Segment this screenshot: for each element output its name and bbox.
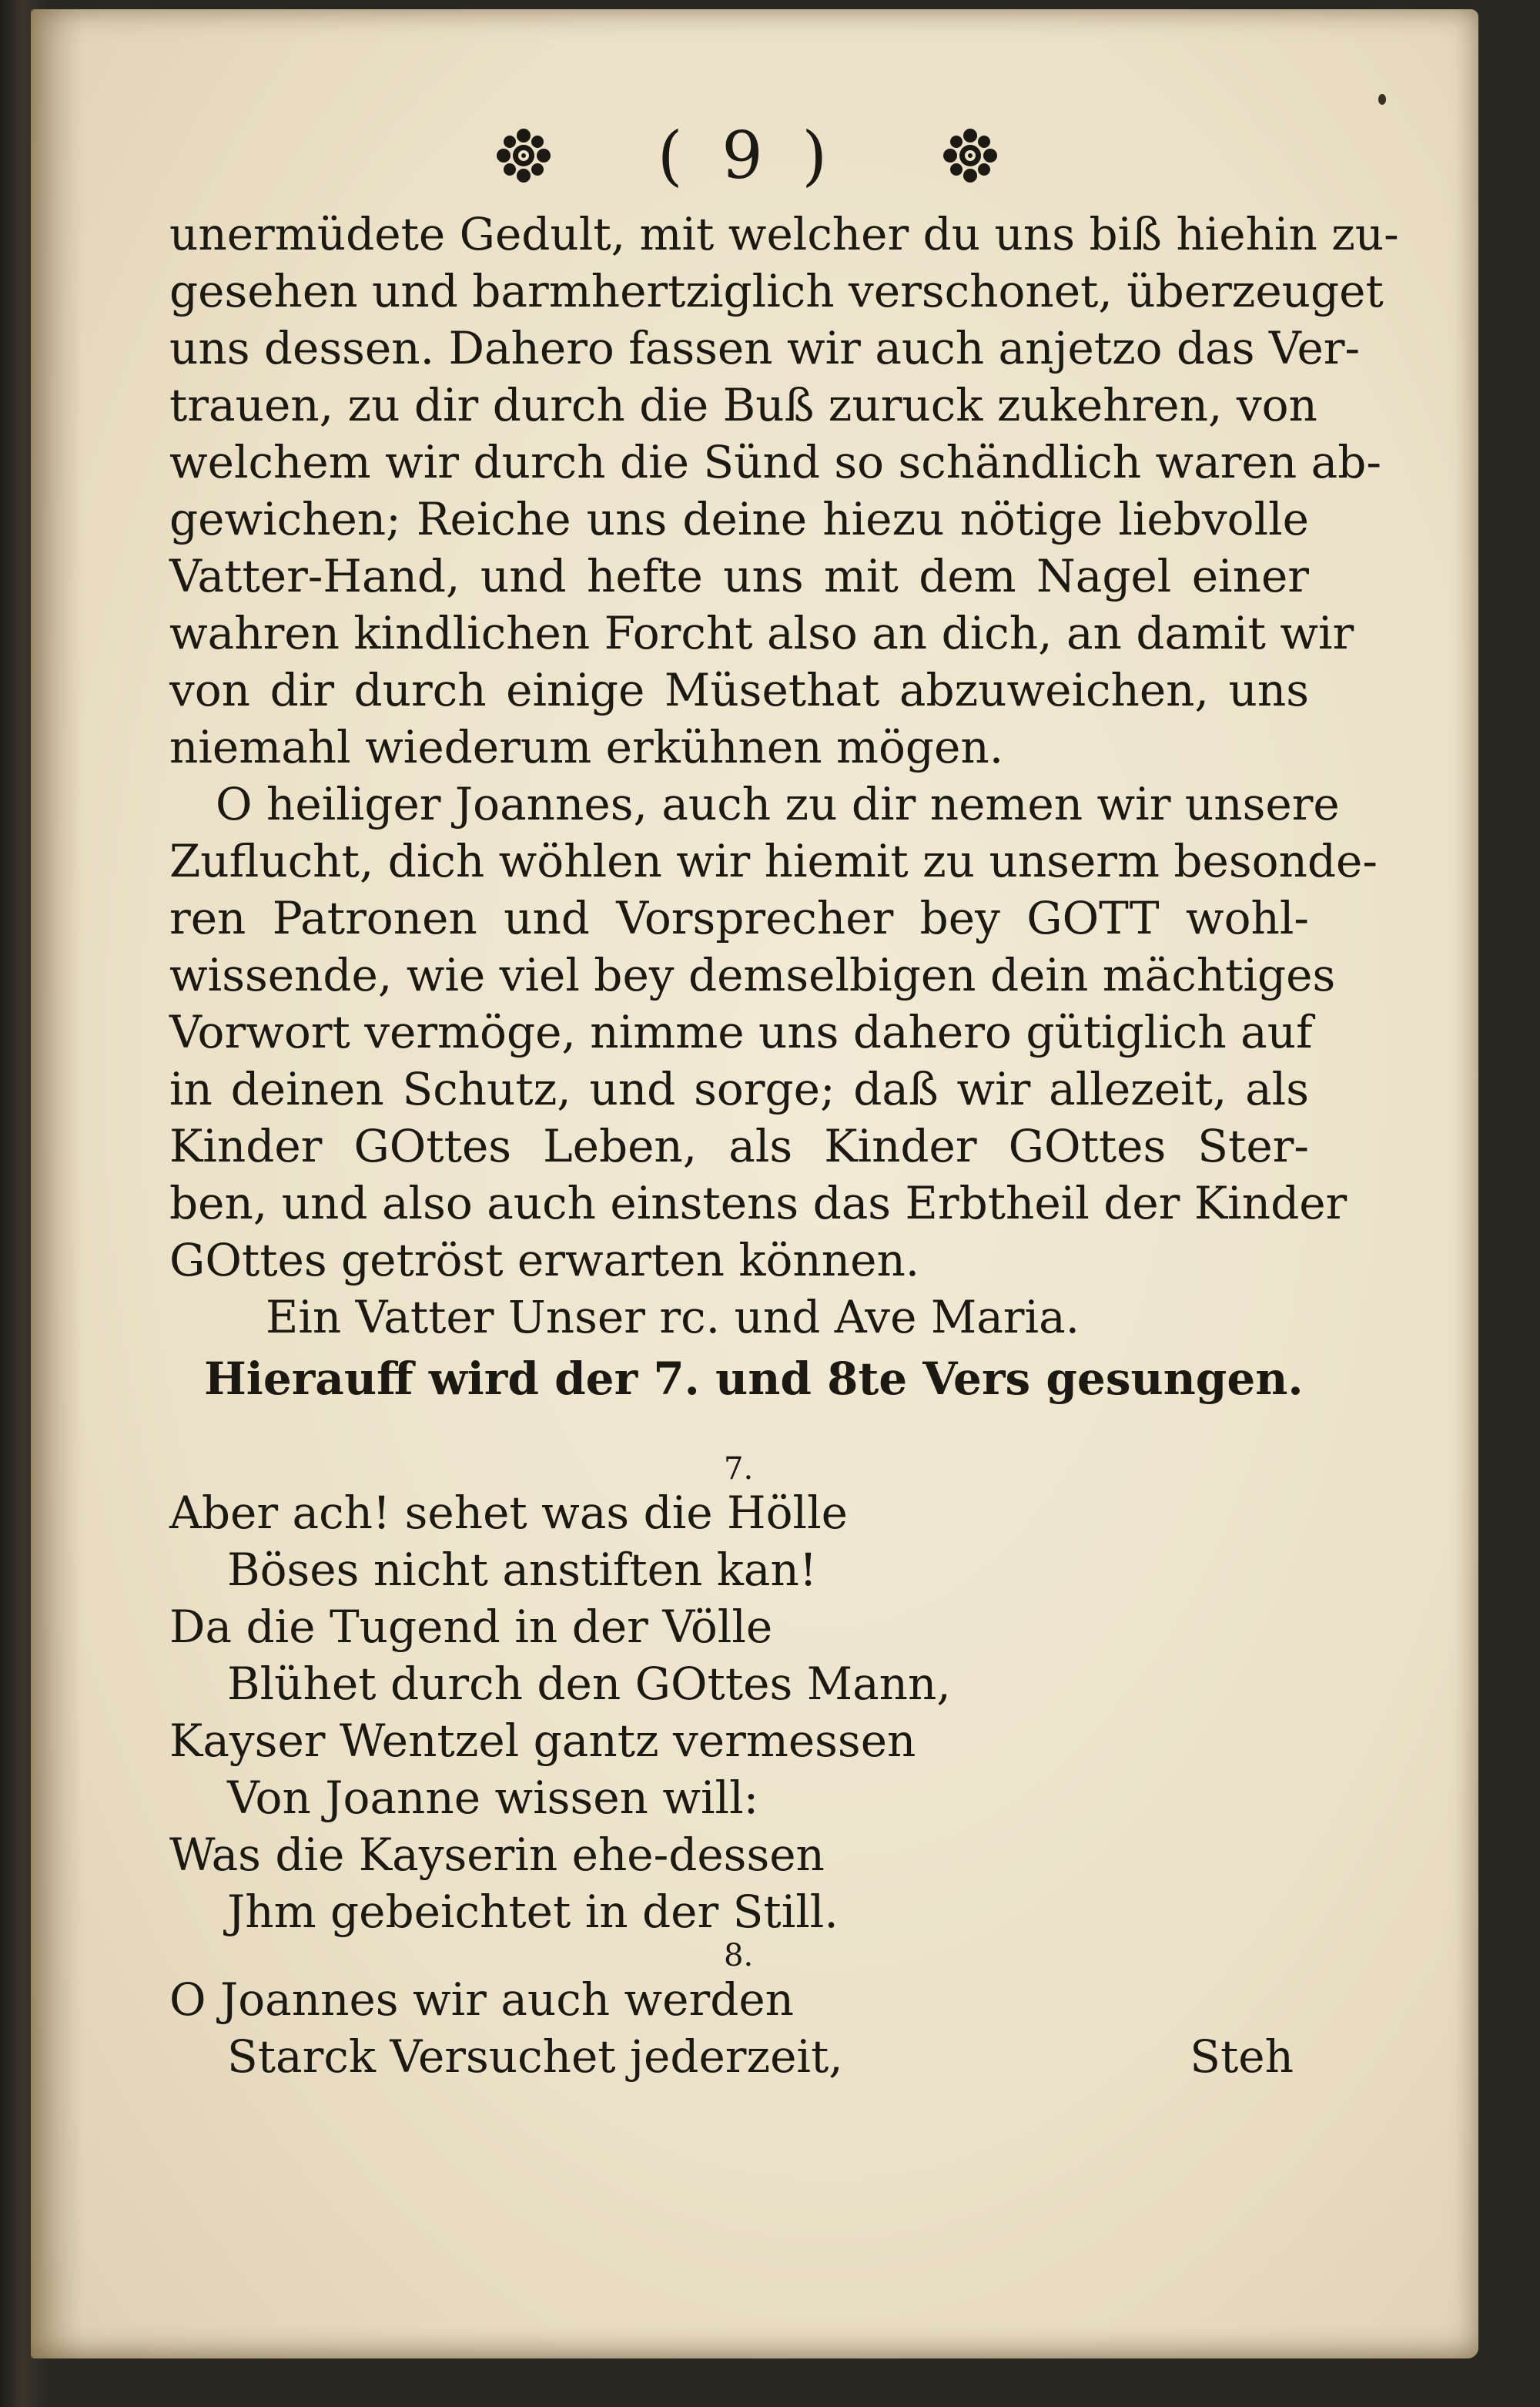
text-line: ben, und also auch einstens das Erbtheil der Kinder: [169, 1177, 1348, 1229]
text-line: Vatter-Hand, und hefte uns mit dem Nagel einer: [169, 550, 1309, 602]
verse-number: 7.: [724, 1451, 754, 1487]
verse-line: Was die Kayserin ehe-dessen: [169, 1829, 825, 1881]
text-line: O heiliger Joannes, auch zu dir nemen wir unsere: [216, 778, 1340, 830]
text-line: Vorwort vermöge, nimme uns dahero gütiglich auf: [169, 1006, 1313, 1058]
text-line: ren Patronen und Vorsprecher bey GOTT wohl-: [169, 892, 1309, 944]
verse-number: 8.: [724, 1938, 754, 1973]
book-page: [31, 9, 1478, 2358]
catchword: Steh: [1190, 2030, 1294, 2083]
verse-line: O Joannes wir auch werden: [169, 1973, 795, 2026]
verse-line: Starck Versuchet jederzeit,: [227, 2030, 843, 2083]
text-line: Zuflucht, dich wöhlen wir hiemit zu unserm besonde-: [169, 835, 1378, 887]
text-line: uns dessen. Dahero fassen wir auch anjetzo das Ver-: [169, 322, 1361, 374]
verse-line: Jhm gebeichtet in der Still.: [227, 1886, 839, 1938]
text-line: wahren kindlichen Forcht also an dich, an damit wir: [169, 607, 1354, 659]
rubric-instruction: Hierauff wird der 7. und 8te Vers gesungen.: [204, 1353, 1304, 1405]
text-line: gewichen; Reiche uns deine hiezu nötige liebvolle: [169, 493, 1309, 545]
text-line: unermüdete Gedult, mit welcher du uns biß hiehin zu-: [169, 208, 1399, 260]
text-line: trauen, zu dir durch die Buß zuruck zukehren, von: [169, 379, 1317, 431]
verse-line: Da die Tugend in der Völle: [169, 1601, 773, 1653]
verse-line: Aber ach! sehet was die Hölle: [169, 1487, 848, 1539]
text-line: wissende, wie viel bey demselbigen dein mächtiges: [169, 949, 1336, 1001]
ink-speck: [1378, 94, 1386, 105]
text-line: GOttes getröst erwarten können.: [169, 1234, 920, 1286]
prayer-text: [169, 206, 1399, 1407]
text-line: niemahl wiederum erkühnen mögen.: [169, 721, 1004, 773]
hymn-verses: [169, 1453, 1309, 2085]
page-header: [493, 117, 1001, 194]
verse-line: Von Joanne wissen will:: [227, 1772, 759, 1824]
text-line: in deinen Schutz, und sorge; daß wir allezeit, als: [169, 1063, 1309, 1115]
page-number: ( 9 ): [657, 118, 837, 193]
flower-ornament-left-icon: [493, 125, 554, 186]
text-line: welchem wir durch die Sünd so schändlich waren ab-: [169, 436, 1381, 488]
verse-line: Böses nicht anstiften kan!: [227, 1544, 818, 1596]
flower-ornament-right-icon: [939, 125, 1001, 186]
page-gutter-shadow: [31, 9, 85, 2358]
verse-line: Kayser Wentzel gantz vermessen: [169, 1715, 916, 1767]
verse-line: Blühet durch den GOttes Mann,: [227, 1658, 951, 1710]
last-line-with-catchword: [169, 2028, 1309, 2085]
prayer-closing: Ein Vatter Unser rc. und Ave Maria.: [266, 1291, 1080, 1343]
text-line: gesehen und barmhertziglich verschonet, überzeuget: [169, 265, 1384, 317]
text-line: Kinder GOttes Leben, als Kinder GOttes Ster-: [169, 1120, 1309, 1172]
text-line: von dir durch einige Müsethat abzuweichen, uns: [169, 664, 1309, 716]
